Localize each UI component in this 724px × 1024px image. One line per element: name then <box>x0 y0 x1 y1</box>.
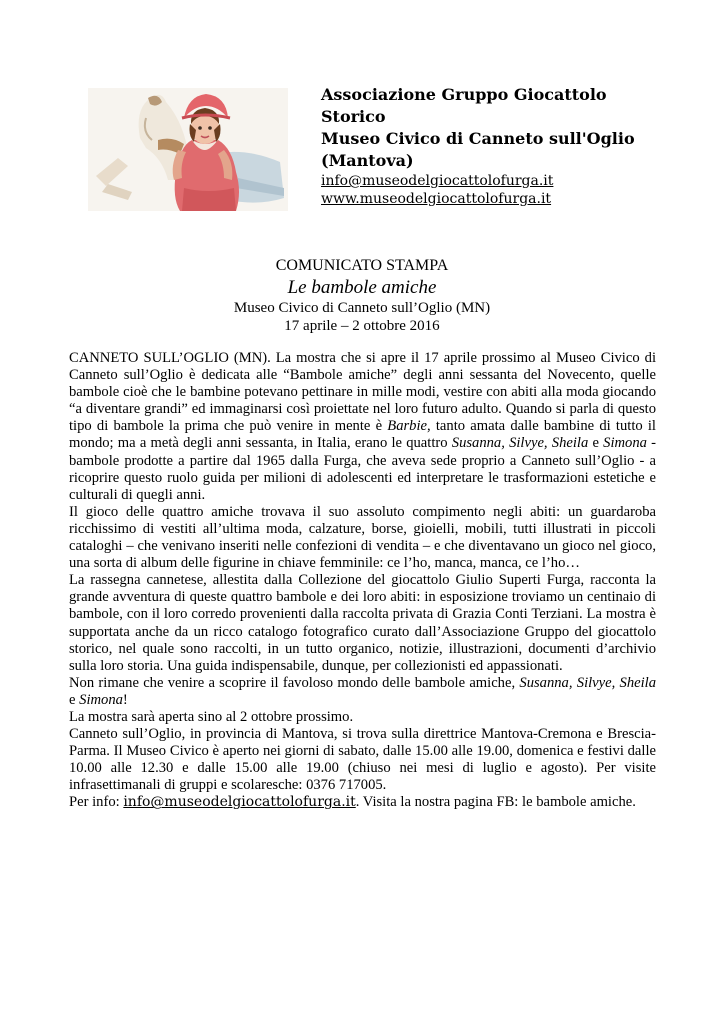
body-paragraph <box>69 350 656 504</box>
body-text: Per info: <box>69 794 124 811</box>
body-text: Non rimane che venire a scoprire il favoloso mondo delle bambole amiche, <box>69 674 520 691</box>
doll-and-rocking-horse-photo <box>88 88 288 211</box>
body-italic: Susanna, Silvye, Sheila <box>519 674 657 691</box>
contact-email-link[interactable]: info@museodelgiocattolofurga.it <box>321 173 554 189</box>
body-text: e <box>69 691 80 708</box>
body-italic: Simona <box>603 435 647 452</box>
body-text: ! <box>122 691 128 708</box>
info-email-link[interactable]: info@museodelgiocattolofurga.it <box>123 794 356 811</box>
body-italic: Barbie <box>387 418 428 435</box>
doll-photo-illustration <box>88 88 288 211</box>
body-text: . Visita la nostra pagina FB: le bambole amiche. <box>355 794 636 811</box>
body-italic: Simona <box>79 691 123 708</box>
body-text: , tanto amata dalle bambine di tutto il mondo; ma a metà degli anni sessanta, in Italia, erano le quattro <box>69 418 656 452</box>
exhibition-venue: Museo Civico di Canneto sull’Oglio (MN) <box>233 300 491 316</box>
body-italic: Susanna, Silvye, Sheila <box>451 435 589 452</box>
province-line: (Mantova) <box>321 151 414 170</box>
org-name-line: Associazione Gruppo Giocattolo Storico <box>321 85 607 126</box>
body-paragraph: La rassegna cannetese, allestita dalla Collezione del giocattolo Giulio Superti Furga, racconta la grande avventura di queste quattro bambole e dei loro abiti: in esposizione troviamo un centinaio di bambole, con il loro corredo provenienti dalla raccolta privata di Grazia Conti Terziani. La mostra è supportata anche da un ricco catalogo fotografico curato dall’Associazione Gruppo del giocattolo storico, nel quale sono raccolti, in un tutto organico, notizie, illustrazioni, documenti d’archivio sulla loro storia. Una guida indispensabile, dunque, per collezionisti ed appassionati. <box>69 572 656 674</box>
exhibition-title: Le bambole amiche <box>287 277 437 298</box>
body-text: e <box>588 435 604 452</box>
body-paragraph <box>69 675 656 709</box>
organization-header <box>321 84 651 208</box>
press-release-heading: COMUNICATO STAMPA <box>275 257 449 274</box>
body-paragraph: Il gioco delle quattro amiche trovava il suo assoluto compimento negli abiti: un guardaroba ricchissimo di vestiti all’ultima moda, calzature, borse, gioielli, mobili, tutti illustrati in piccoli cataloghi – che venivano inseriti nelle confezioni di vendita – e che diventavano un gioco nel gioco, una sorta di album delle figurine in chiave femminile: ce l’ho, manca, manca, ce l’ho… <box>69 503 656 572</box>
press-release-body <box>69 350 656 812</box>
body-text: - bambole prodotte a partire dal 1965 dalla Furga, che aveva sede proprio a Canneto sull’Oglio - a ricoprire questo ruolo guida per milioni di adolescenti ed interpretare le trasformazioni estetiche e culturali di quegli anni. <box>69 435 656 503</box>
body-paragraph <box>69 794 656 811</box>
museum-name-line: Museo Civico di Canneto sull'Oglio <box>321 129 635 148</box>
body-text: CANNETO SULL’OGLIO (MN). La mostra che si apre il 17 aprile prossimo al Museo Civico di Canneto sull’Oglio è dedicata alle “Bambole amiche” degli anni sessanta del Novecento, quelle bambole cioè che le bambine potevano pettinare in mille modi, vestire con abiti alla moda giocando “a diventare grandi” ed immaginarsi così proiettate nel loro futuro adulto. Quando si parla di questo tipo di bambole la prima che può venire in mente è <box>69 350 656 435</box>
body-paragraph: Canneto sull’Oglio, in provincia di Mantova, si trova sulla direttrice Mantova-Cremona e Brescia-Parma. Il Museo Civico è aperto nei giorni di sabato, dalle 15.00 alle 19.00, domenica e festivi dalle 10.00 alle 12.30 e dalle 15.00 alle 19.00 (chiuso nei mesi di luglio e agosto). Per visite infrasettimanali di gruppi e scolaresche: 0376 717005. <box>69 726 656 794</box>
body-paragraph: La mostra sarà aperta sino al 2 ottobre prossimo. <box>69 708 354 725</box>
exhibition-dates: 17 aprile – 2 ottobre 2016 <box>284 318 440 334</box>
website-link[interactable]: www.museodelgiocattolofurga.it <box>321 191 552 207</box>
